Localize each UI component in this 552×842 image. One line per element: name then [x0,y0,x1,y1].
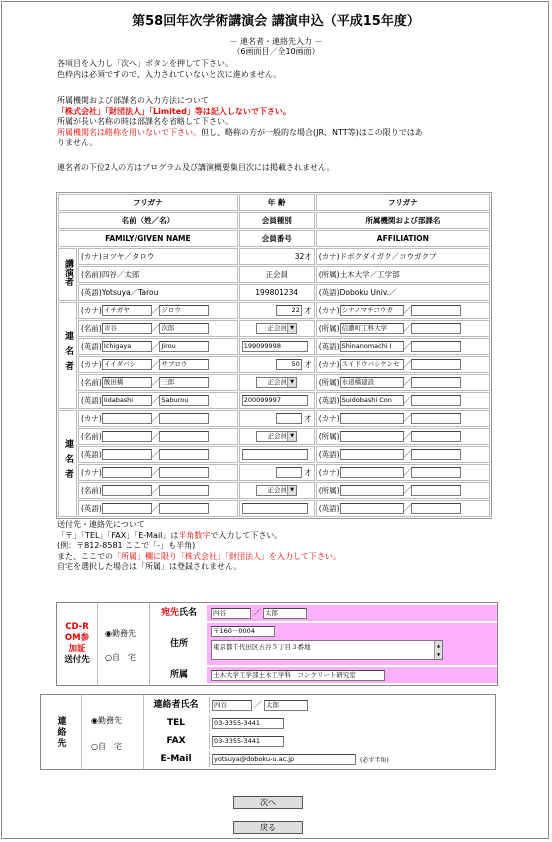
eng-given-input[interactable]: Saburou [159,395,209,406]
aff-eng-dept-input[interactable] [411,449,461,460]
coauthor-kana-row: (カナ) イイダバシ ／ サブロウ 50 才 (カナ) スイドウバシケンセ ／ [58,356,490,373]
eng-family-input[interactable] [102,449,152,460]
speaker-group-label: 講演者 [58,248,77,301]
page-title: 第58回年次学術講演会 講演申込（平成15年度） [132,14,420,29]
radio-home[interactable]: ○自 宅 [91,742,122,751]
coauthor-kana-row: 連名者 (カナ) ／ 才 (カナ) ／ [58,410,490,427]
aff-kana-dept-input[interactable] [411,359,461,370]
aff-eng-input[interactable] [340,449,404,460]
aff-label: 所属 [169,670,188,680]
member-type-select[interactable]: 正会員 ▼ [256,431,297,442]
contact-label: 連絡先 [41,695,82,769]
kana-family-input[interactable]: イチガヤ [102,305,152,316]
member-type-select[interactable]: 正会員 ▼ [256,323,297,334]
aff-input[interactable]: 土木大学工学部土木工学科 コンクリート研究室 [211,670,385,681]
aff-kana-dept-input[interactable] [411,305,461,316]
age-input[interactable] [276,413,302,424]
aff-input[interactable] [340,431,404,442]
coauthor-eng-row: (英語) Iidabashi ／ Saburou 200099997 (英語) Suidobashi Con ／ [58,392,490,409]
aff-eng-input[interactable]: Shinanomachi I [340,341,404,352]
name-family-input[interactable]: 市谷 [102,323,152,334]
age-input[interactable] [276,467,302,478]
kana-family-input[interactable]: イイダバシ [102,359,152,370]
aff-dept-input[interactable] [411,323,461,334]
radio-work[interactable]: ◉勤務先 [105,629,136,638]
contact-given-input[interactable]: 太郎 [264,700,308,711]
coauthor-group-label: 連名者 [58,410,77,517]
aff-kana-input[interactable] [340,413,404,424]
kana-family-input[interactable] [102,467,152,478]
member-no-input[interactable] [242,503,308,514]
kana-given-input[interactable]: ジロウ [159,305,209,316]
name-family-input[interactable]: 飯田橋 [102,377,152,388]
aff-input[interactable]: 水道橋建設 [340,377,404,388]
member-type-select[interactable]: 正会員 ▼ [256,377,297,388]
coauthor-name-row: (名前) ／ 正会員 ▼ (所属) ／ [58,428,490,445]
recipient-given-input[interactable]: 太郎 [263,608,307,619]
eng-given-input[interactable] [159,503,209,514]
tel-input[interactable]: 03-3355-3441 [212,718,284,729]
aff-kana-input[interactable]: スイドウバシケンセ [340,359,404,370]
fax-label: FAX [166,736,186,746]
fax-input[interactable]: 03-3355-3441 [212,736,284,747]
aff-kana-dept-input[interactable] [411,467,461,478]
page-subtitle: － 連名者・連絡先入力 － [229,37,323,46]
eng-family-input[interactable]: Ichigaya [102,341,152,352]
kana-family-input[interactable] [102,413,152,424]
send-instructions: 送付先・連絡先について 「〒」「TEL」「FAX」「E-Mail」は半角数字で入力して下さい。 (例：〒812-8581 ここで「-」も半角) また、ここでの「所属」欄に限り「株式会社」「財団法人」を入力して下さい。 自宅を選択した場合は「所属」は登録されません。 [57,520,341,571]
cdrom-box: CD-ROM参加証 送付先 ◉勤務先 ○自 宅 宛先氏名 四谷 ／ 太郎 住所 〒160－0004 東京都千代田区五谷５丁目３番地 ▲ ▼ 所属 土木大学工学部土木工学科 コンクリート研究室 [56,602,498,686]
recipient-family-input[interactable]: 四谷 [211,608,251,619]
aff-kana-dept-input[interactable] [411,413,461,424]
intro-text: 各項目を入力し「次へ」ボタンを押して下さい。 色枠内は必須ですので、入力されていないと次に進めません。 [57,59,282,79]
tel-label: TEL [166,718,186,728]
zip-input[interactable]: 〒160－0004 [211,626,275,637]
coauthor-name-row: (名前) 市谷 ／ 次郎 正会員 ▼ (所属) 信濃町工科大学 ／ [58,320,490,337]
back-button[interactable]: 戻る [233,821,303,834]
speaker-name-row: (名前)四谷／太郎 正会員 (所属)土木大学／工学部 [58,266,490,283]
member-no-input[interactable]: 199099998 [242,341,308,352]
next-button[interactable]: 次へ [233,796,303,809]
org-instructions: 所属機関および部課名の入力方法について 「株式会社」「財団法人」「Limited」等は記入しないで下さい。 所属が長い名称の時は部課名を省略して下さい。 所属機関名は略称を用いないで下さい。但し、略称の方が一般的な場合(JR、NTT等)はこの限りではあ りません。 [57,96,423,147]
aff-kana-input[interactable] [340,467,404,478]
address-label: 住所 [169,639,188,649]
name-given-input[interactable]: 次郎 [159,323,209,334]
kana-given-input[interactable] [159,413,209,424]
aff-eng-dept-input[interactable] [411,503,461,514]
speaker-kana-row: 講演者 (カナ)ヨツヤ／タロウ 32才 (カナ)ドボクダイガク／コウガクブ [58,248,490,265]
name-given-input[interactable] [159,431,209,442]
coauthor-eng-row: (英語) ／ (英語) ／ [58,500,490,517]
coauthor-eng-row: (英語) ／ (英語) ／ [58,446,490,463]
aff-dept-input[interactable] [411,377,461,388]
eng-given-input[interactable] [159,449,209,460]
email-input[interactable]: yotsuya@doboku-u.ac.jp [212,754,356,765]
email-label: E-Mail [160,754,192,764]
email-note: (必ず半角) [360,757,389,764]
recipient-name-label: 宛先氏名 [160,608,198,618]
name-family-input[interactable] [102,485,152,496]
aff-dept-input[interactable] [411,431,461,442]
member-type-select[interactable]: 正会員 ▼ [256,485,297,496]
coauthor-group-label: 連名者 [58,302,77,409]
eng-family-input[interactable]: Iidabashi [102,395,152,406]
coauthor-name-row: (名前) ／ 正会員 ▼ (所属) ／ [58,482,490,499]
aff-input[interactable] [340,485,404,496]
radio-home[interactable]: ○自 宅 [105,653,136,662]
aff-eng-input[interactable]: Suidobashi Con [340,395,404,406]
scrollbar[interactable]: ▲ ▼ [434,641,442,659]
contact-box: 連絡先 ◉勤務先 ○自 宅 連絡者氏名 四谷 ／ 太郎 TEL 03-3355-3441 FAX 03-3355-3441 E-Mail yotsuya@doboku-u.ac.jp (必ず半角) [40,694,496,770]
eng-family-input[interactable] [102,503,152,514]
age-input[interactable]: 50 [276,359,302,370]
radio-work[interactable]: ◉勤務先 [91,716,122,725]
cdrom-label: CD-ROM参加証 送付先 [57,603,98,685]
eng-given-input[interactable]: Jirou [159,341,209,352]
name-family-input[interactable] [102,431,152,442]
speaker-eng-row: (英語)Yotsuya／Tarou 199801234 (英語)Doboku Univ.／ [58,284,490,301]
member-no-input[interactable]: 200099997 [242,395,308,406]
aff-eng-dept-input[interactable] [411,395,461,406]
aff-eng-input[interactable] [340,503,404,514]
coauthor-kana-row: (カナ) ／ 才 (カナ) ／ [58,464,490,481]
age-input[interactable]: 22 [276,305,302,316]
address-textarea[interactable]: 東京都千代田区五谷５丁目３番地 ▲ ▼ [211,640,443,660]
aff-dept-input[interactable] [411,485,461,496]
coauthor-name-row: (名前) 飯田橋 ／ 三郎 正会員 ▼ (所属) 水道橋建設 ／ [58,374,490,391]
page-count: （6画面目／全10画面） [232,47,320,56]
kana-given-input[interactable]: サブロウ [159,359,209,370]
notice-text: 連名者の下位2人の方はプログラム及び講演概要集目次には掲載されません。 [57,163,335,172]
author-table: フリガナ 年 齢 フリガナ 名前（姓／名） 会員種別 所属機関および部課名 FAMILY/GIVEN NAME 会員番号 AFFILIATION 講演者 (カナ)ヨツヤ／タロウ 32才 (カナ)ドボクダイガク／コウガクブ (名前)四谷／太郎 正会員 (所属)土木大学／工学部 (英語)Yotsuya／Tarou 199801234 (英語)Doboku Univ.／ 連名者 (カナ) イチガヤ ／ ジロウ 22 才 (カナ) シナノマチコウガ ／ (名前) 市谷 ／ 次郎 正会員 ▼ (所属) 信濃町工科大学 ／ (英語) Ichigaya ／ Jirou 199099998 (英語) Shinanomachi I ／ (カナ) イイダバシ ／ サブロウ 50 才 (カナ) スイドウバシケンセ ／ (名前) 飯田橋 ／ 三郎 正会員 ▼ (所属) 水道橋建設 ／ (英語) Iidabashi ／ Saburou 200099997 (英語) Suidobashi Con ／ 連名者 (カナ) ／ 才 (カナ) ／ (名前) ／ 正会員 ▼ (所属) ／ (英語) ／ (英語) ／ (カナ) ／ 才 (カナ) ／ (名前) ／ 正会員 ▼ (所属) ／ (英語) ／ (英語) ／ [56,192,492,519]
contact-family-input[interactable]: 四谷 [212,700,252,711]
coauthor-kana-row: 連名者 (カナ) イチガヤ ／ ジロウ 22 才 (カナ) シナノマチコウガ ／ [58,302,490,319]
aff-eng-dept-input[interactable] [411,341,461,352]
coauthor-eng-row: (英語) Ichigaya ／ Jirou 199099998 (英語) Shinanomachi I ／ [58,338,490,355]
kana-given-input[interactable] [159,467,209,478]
member-no-input[interactable] [242,449,308,460]
aff-input[interactable]: 信濃町工科大学 [340,323,404,334]
aff-kana-input[interactable]: シナノマチコウガ [340,305,404,316]
contact-name-label: 連絡者氏名 [153,700,199,710]
name-given-input[interactable]: 三郎 [159,377,209,388]
name-given-input[interactable] [159,485,209,496]
